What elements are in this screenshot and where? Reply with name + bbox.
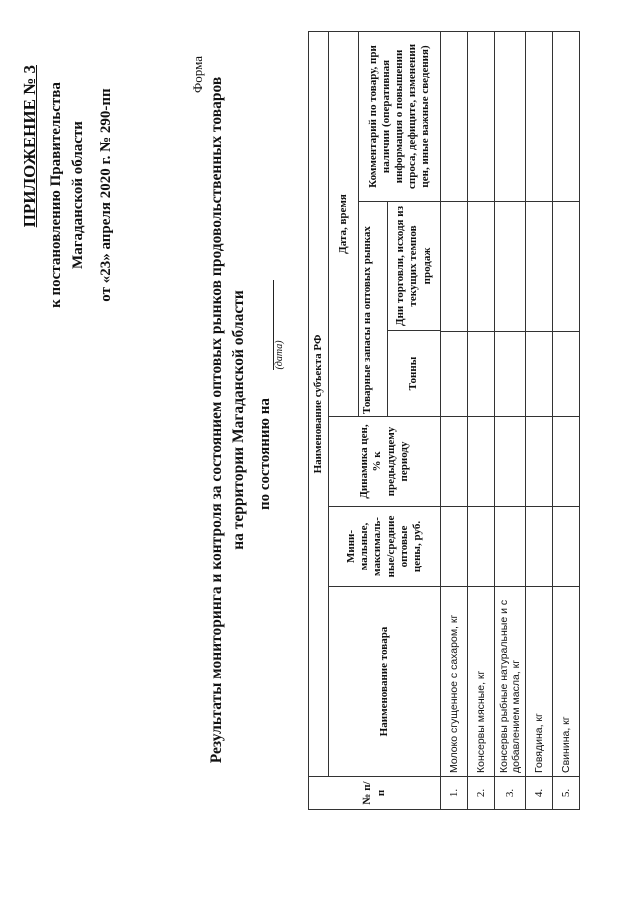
row-number: 4. <box>526 777 553 810</box>
table-row <box>495 31 526 809</box>
appendix-title: ПРИЛОЖЕНИЕ № 3 <box>20 65 39 228</box>
col-header-num: № п/п <box>309 777 441 810</box>
col-header-prices: Мини-мальные, максималь-ные/средние оптовые цены, руб. <box>329 507 441 587</box>
col-header-name: Наименование товара <box>329 587 441 777</box>
empty-cell <box>553 31 580 201</box>
empty-cell <box>441 202 468 332</box>
empty-cell <box>553 417 580 507</box>
empty-cell <box>553 202 580 332</box>
empty-cell <box>526 332 553 417</box>
empty-cell <box>495 507 526 587</box>
empty-cell <box>468 417 495 507</box>
table-row <box>441 31 468 809</box>
empty-cell <box>553 507 580 587</box>
empty-cell <box>495 417 526 507</box>
empty-cell <box>468 507 495 587</box>
product-name: Говядина, кг <box>526 587 553 777</box>
date-caption: (дата) <box>274 340 285 370</box>
product-name: Свинина, кг <box>553 587 580 777</box>
monitoring-table <box>308 31 580 810</box>
empty-cell <box>495 31 526 201</box>
document-title-line-1: Результаты мониторинга и контроля за состоянием оптовых рынков продовольственных товаров <box>208 76 225 764</box>
appendix-line-3: от «23» апреля 2020 г. № 290-пп <box>98 88 114 302</box>
empty-cell <box>553 332 580 417</box>
row-number: 2. <box>468 777 495 810</box>
empty-cell <box>441 507 468 587</box>
empty-cell <box>468 332 495 417</box>
col-header-tons: Тонны <box>388 330 440 416</box>
document-title-line-2: на территории Магаданской области <box>230 290 247 550</box>
product-name: Молоко сгущенное с сахаром, кг <box>441 587 468 777</box>
empty-cell <box>441 417 468 507</box>
product-name: Консервы мясные, кг <box>468 587 495 777</box>
appendix-line-2: Магаданской области <box>70 121 86 269</box>
col-header-comment: Комментарий по товару, при наличии (оперативная информация о повышении спроса, дефиците, изменении цен, иные важные сведения) <box>359 31 441 201</box>
empty-cell <box>468 202 495 332</box>
empty-cell <box>495 202 526 332</box>
table-row <box>468 31 495 809</box>
stocks-group <box>359 202 441 417</box>
form-label: Форма <box>190 56 205 93</box>
empty-cell <box>468 31 495 201</box>
empty-cell <box>495 332 526 417</box>
empty-cell <box>526 202 553 332</box>
empty-cell <box>441 31 468 201</box>
empty-cell <box>526 507 553 587</box>
empty-cell <box>441 332 468 417</box>
as-of-label: по состоянию на <box>257 398 273 510</box>
col-header-dynamics: Динамика цен, % к предыдущему периоду <box>329 417 441 507</box>
row-number: 3. <box>495 777 526 810</box>
date-time-header: Дата, время <box>329 31 359 416</box>
col-header-days: Дни торговли, исходя из текущих темпов продаж <box>394 206 433 326</box>
row-number: 5. <box>553 777 580 810</box>
region-header: Наименование субъекта РФ <box>309 31 329 776</box>
table-row <box>526 31 553 809</box>
table-row <box>553 31 580 809</box>
empty-cell <box>526 31 553 201</box>
empty-cell <box>526 417 553 507</box>
stocks-header: Товарные запасы на оптовых рынках <box>359 202 388 416</box>
appendix-line-1: к постановлению Правительства <box>48 82 64 308</box>
product-name: Консервы рыбные натуральные и с добавлением масла, кг <box>495 587 526 777</box>
row-number: 1. <box>441 777 468 810</box>
